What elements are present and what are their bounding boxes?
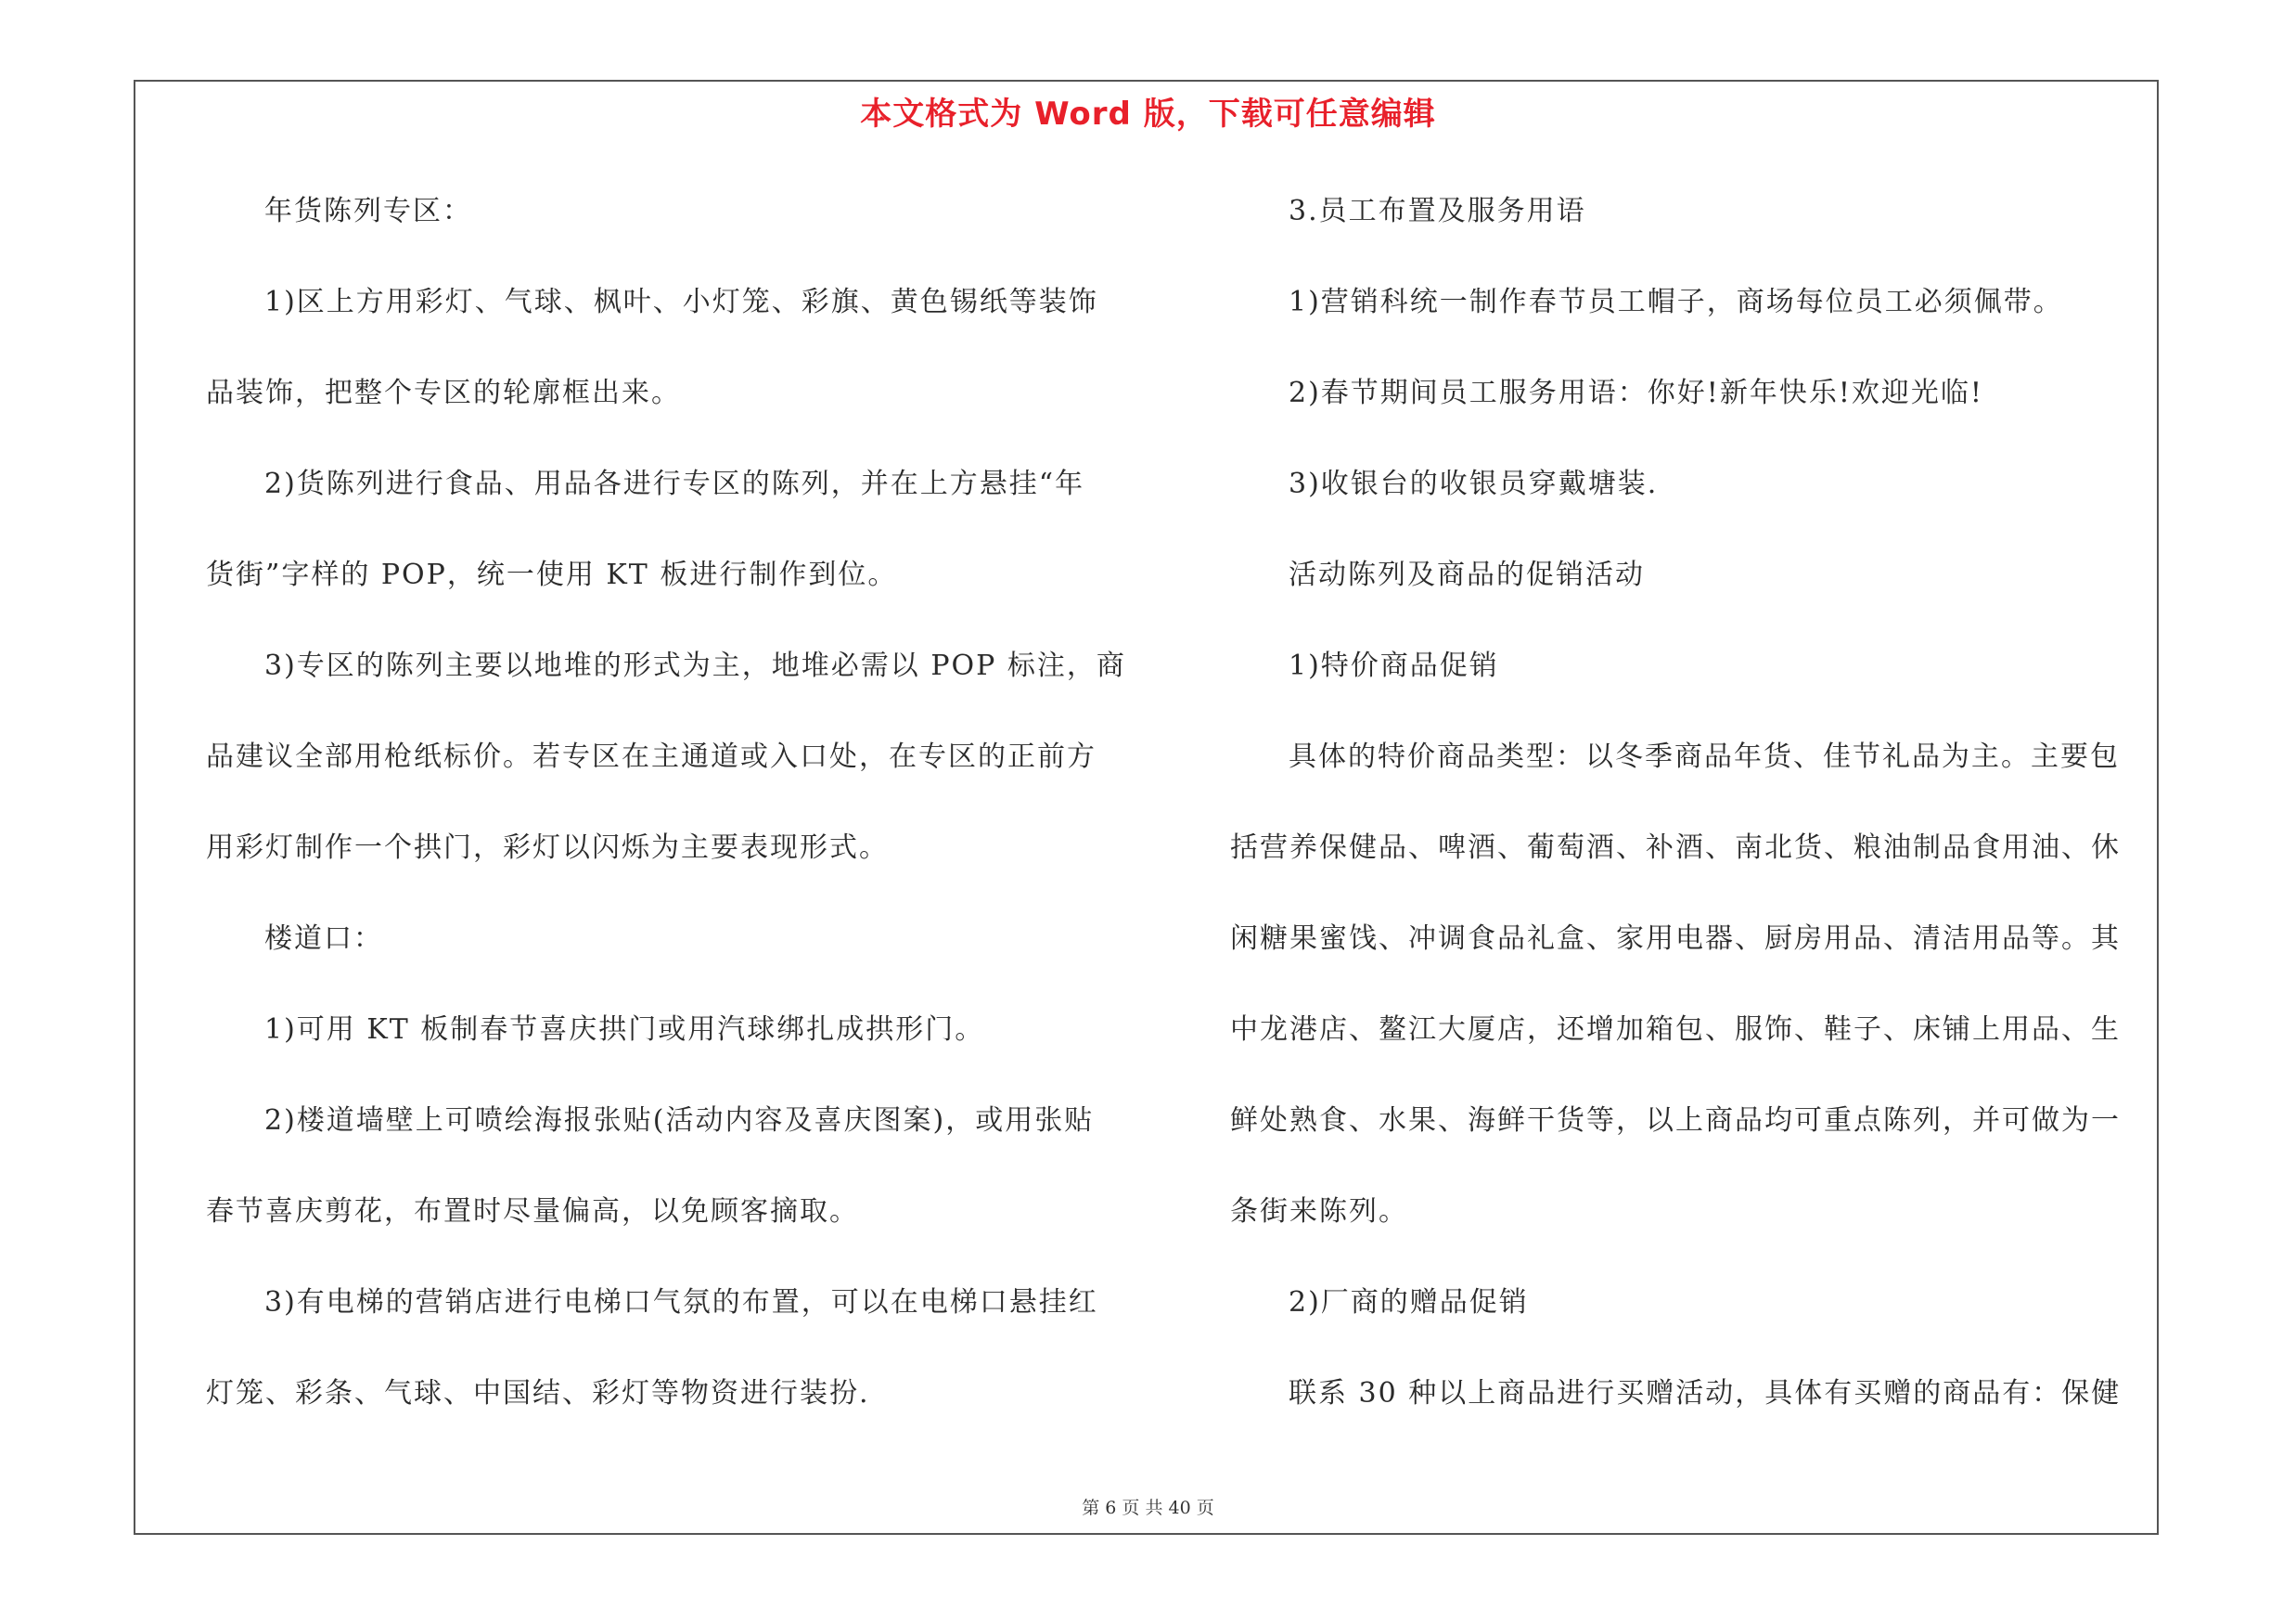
text-line: 1)营销科统一制作春节员工帽子，商场每位员工必须佩带。 xyxy=(1289,286,2063,318)
text-line: 条街来陈列。 xyxy=(1230,1195,1408,1228)
text-line: 具体的特价商品类型：以冬季商品年货、佳节礼品为主。主要包 xyxy=(1289,741,2120,773)
text-line: 用彩灯制作一个拱门，彩灯以闪烁为主要表现形式。 xyxy=(206,831,889,864)
text-line: 中龙港店、鳌江大厦店，还增加箱包、服饰、鞋子、床铺上用品、生 xyxy=(1230,1013,2121,1046)
text-line: 闲糖果蜜饯、冲调食品礼盒、家用电器、厨房用品、清洁用品等。其 xyxy=(1230,922,2121,955)
page-number-footer: 第 6 页 共 40 页 xyxy=(1082,1498,1214,1518)
text-line: 3.员工布置及服务用语 xyxy=(1289,195,1586,227)
text-line: 品装饰，把整个专区的轮廓框出来。 xyxy=(206,377,681,409)
text-line: 3)有电梯的营销店进行电梯口气氛的布置，可以在电梯口悬挂红 xyxy=(264,1286,1098,1319)
text-line: 货街”字样的 POP，统一使用 KT 板进行制作到位。 xyxy=(206,559,898,591)
text-line: 3)收银台的收银员穿戴塘装. xyxy=(1289,468,1659,500)
format-banner: 本文格式为 Word 版，下载可任意编辑 xyxy=(860,96,1436,133)
text-line: 鲜处熟食、水果、海鲜干货等，以上商品均可重点陈列，并可做为一 xyxy=(1230,1104,2121,1137)
left-column xyxy=(206,185,1134,1458)
text-line: 活动陈列及商品的促销活动 xyxy=(1289,559,1645,591)
text-line: 春节喜庆剪花，布置时尽量偏高，以免顾客摘取。 xyxy=(206,1195,859,1228)
text-line: 联系 30 种以上商品进行买赠活动，具体有买赠的商品有：保健 xyxy=(1289,1377,2122,1410)
text-line: 3)专区的陈列主要以地堆的形式为主，地堆必需以 POP 标注，商 xyxy=(264,650,1126,682)
text-line: 2)厂商的赠品促销 xyxy=(1289,1286,1529,1319)
text-line: 1)可用 KT 板制春节喜庆拱门或用汽球绑扎成拱形门。 xyxy=(264,1013,985,1046)
text-line: 楼道口： xyxy=(264,922,383,955)
text-line: 2)春节期间员工服务用语：你好!新年快乐!欢迎光临! xyxy=(1289,377,1983,409)
text-line: 2)货陈列进行食品、用品各进行专区的陈列，并在上方悬挂“年 xyxy=(264,468,1085,500)
right-column xyxy=(1230,185,2158,1458)
text-line: 括营养保健品、啤酒、葡萄酒、补酒、南北货、粮油制品食用油、休 xyxy=(1230,831,2121,864)
text-line: 年货陈列专区： xyxy=(264,195,472,227)
text-line: 2)楼道墙壁上可喷绘海报张贴(活动内容及喜庆图案)，或用张贴 xyxy=(264,1104,1095,1137)
text-line: 1)特价商品促销 xyxy=(1289,650,1499,682)
text-line: 灯笼、彩条、气球、中国结、彩灯等物资进行装扮. xyxy=(206,1377,870,1410)
text-line: 品建议全部用枪纸标价。若专区在主通道或入口处，在专区的正前方 xyxy=(206,741,1097,773)
text-line: 1)区上方用彩灯、气球、枫叶、小灯笼、彩旗、黄色锡纸等装饰 xyxy=(264,286,1098,318)
